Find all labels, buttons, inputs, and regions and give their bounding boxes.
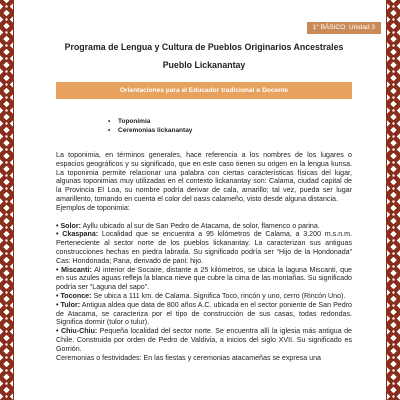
topic-list xyxy=(56,117,352,135)
entry-text: Ayllu ubicado al sur de San Pedro de Atacama, de solor, flamenco o parina. xyxy=(80,221,320,230)
entry-solor xyxy=(56,222,352,231)
topic-item: • Toponimia xyxy=(118,117,352,126)
entry-term: • Solor: xyxy=(56,221,81,230)
entry-term: • Chiu-Chiu: xyxy=(56,327,98,336)
entry-term: • Miscanti: xyxy=(56,265,92,274)
entry-text: Se ubica a 111 km. de Calama. Significa Toco, rincón y uno, cerro (Rincón Uno). xyxy=(91,291,346,300)
document-body xyxy=(56,151,352,362)
decorative-border-left xyxy=(0,0,14,400)
entry-text: Antigua aldea que data de 800 años A.C. ubicada en el sector poniente de San Pedro de Atacama, se caracteriza por el tipo de construcción de sus casas, todas redondas. Significa dormir (tulor o tulur). xyxy=(56,300,353,327)
unit-label: Unidad 3 xyxy=(348,24,375,31)
entry-text: Pequeña localidad del sector norte. Se encuentra allí la iglesia más antigua de Chile. Construida por orden de Pedro de Valdivia, a inicios del siglo XVII. Su significado es Gorrión. xyxy=(56,327,352,353)
entry-term: • Ckaspana: xyxy=(56,230,99,239)
entry-miscanti xyxy=(56,266,352,292)
entry-term: • Tulor: xyxy=(56,300,81,309)
decorative-border-right xyxy=(386,0,400,400)
intro-paragraph: La toponimia, en términos generales, hace referencia a los nombres de los lugares o espacios geográficos y su significado, que en este caso tienen su origen en la lengua kunsa. La toponimia permite relacionar una palabra con ciertas características físicas del lugar, algunas toponimias muy utilizadas en el contexto lickanantay son: Calama, ciudad capital de la Provincia El Loa, su nombre podría derivar de cala, amarillo; tal vez, pueda ser lugar amarillento, tomando en cuenta el color del oasis calameño, visto desde alguna distancia. xyxy=(56,151,352,203)
entry-ckaspana xyxy=(56,230,352,265)
trailing-paragraph: Ceremonias o festividades: En las fiestas y ceremonias atacameñas se expresa una xyxy=(56,353,321,362)
topic-item: • Ceremonias lickanantay xyxy=(118,126,352,135)
entry-term: • Toconce: xyxy=(56,291,92,300)
paragraph-gap xyxy=(56,213,352,222)
document-page xyxy=(56,42,352,362)
entry-text: Localidad que se encuentra a 95 kilómetros de Calama, a 3.200 m.s.n.m. Perteneciente al sector norte de los pueblos lickanantay. La caracterizan sus antiguas construcciones hechas en piedra labrada. Su significado podría ser “Hijo de la Hondonada” Cas: Hondonada; Pana, derivado de pani: hijo. xyxy=(56,230,352,265)
entry-text: Al interior de Socaire, distante a 25 kilómetros, se ubica la laguna Miscanti, que en sus azules aguas refleja la blanca nieve que cubre la cima de las montañas. Su significado podría ser “Laguna del sapo”. xyxy=(56,265,352,292)
entry-tulor xyxy=(56,301,352,327)
program-title: Programa de Lengua y Cultura de Pueblos Originarios Ancestrales xyxy=(64,42,344,52)
section-banner: Orientaciones para el Educador tradicional o Docente xyxy=(56,82,352,99)
people-subtitle: Pueblo Lickanantay xyxy=(162,60,246,70)
entry-chiu-chiu xyxy=(56,327,352,353)
grade-label: 1° BÁSICO xyxy=(312,24,346,31)
examples-label: Ejemplos de toponimia: xyxy=(56,203,130,212)
grade-unit-badge xyxy=(307,22,381,34)
entry-toconce xyxy=(56,292,352,301)
